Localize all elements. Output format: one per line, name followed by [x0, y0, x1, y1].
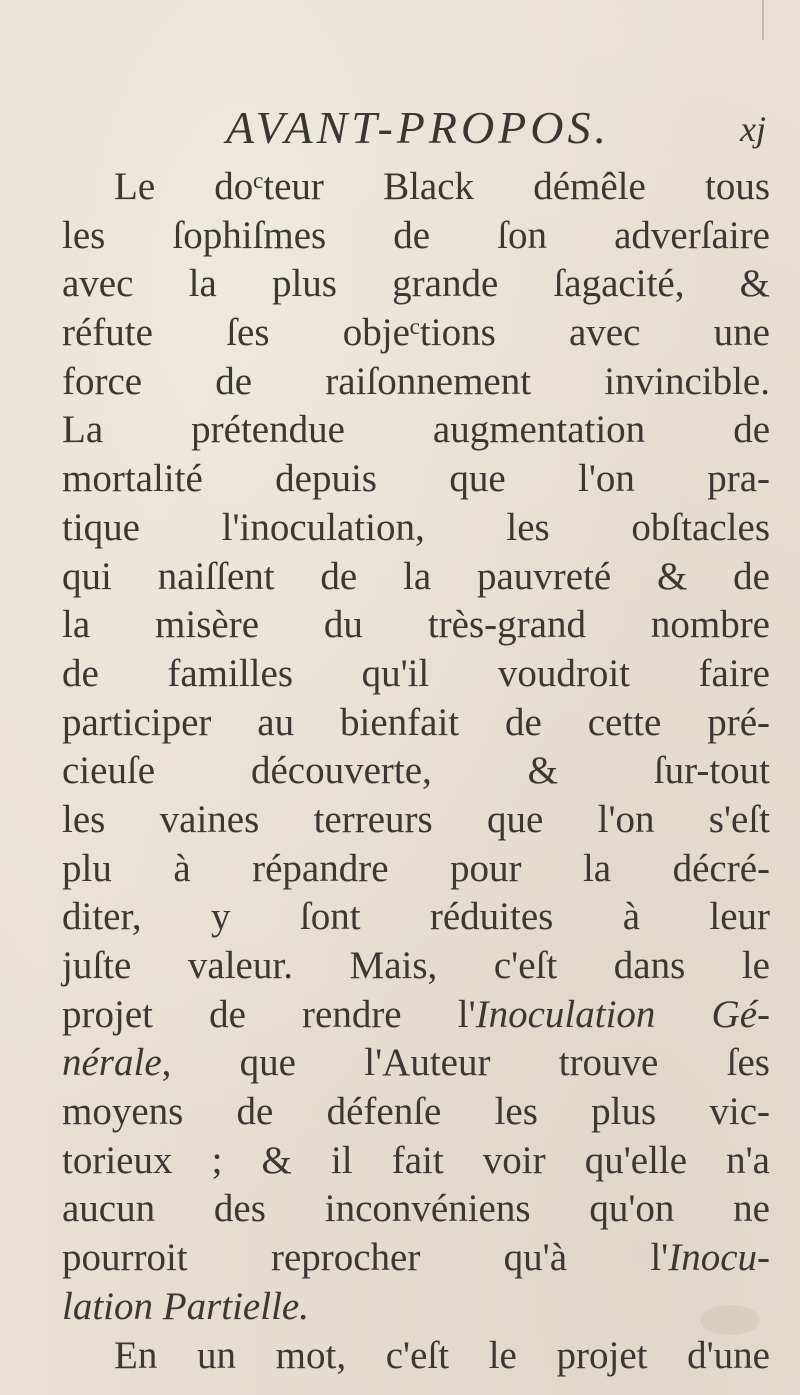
text-segment: , que l'Auteur trouve ſes [161, 1041, 770, 1085]
text-line [62, 1039, 770, 1088]
text-line: diter, y ſont réduites à leur [62, 895, 770, 939]
text-line: cieuſe découverte, & ſur-tout [62, 749, 770, 793]
text-line [62, 1234, 770, 1283]
italic-term: nérale [62, 1041, 162, 1085]
text-line: lation Partielle. [62, 1284, 309, 1328]
text-line: aucun des inconvéniens qu'on ne [62, 1187, 770, 1231]
paper-stain [700, 1305, 760, 1335]
text-line: La prétendue augmentation de [62, 408, 770, 452]
text-line: tique l'inoculation, les obſtacles [62, 505, 770, 549]
text-line: avec la plus grande ſagacité, & [62, 262, 770, 306]
text-segment: pourroit reprocher qu'à l' [62, 1236, 669, 1280]
text-line: la misère du très-grand nombre [62, 603, 770, 647]
text-line: participer au bienfait de cette pré- [62, 700, 770, 744]
page-header [226, 100, 766, 160]
text-line: torieux ; & il fait voir qu'elle n'a [62, 1138, 770, 1182]
text-line: les ſophiſmes de ſon adverſaire [62, 213, 770, 257]
text-line: qui naiſſent de la pauvreté & de [62, 554, 770, 598]
text-line [62, 991, 770, 1040]
text-line: force de raiſonnement invincible. [62, 359, 770, 403]
page-edge-mark [762, 0, 764, 40]
text-line: moyens de défenſe les plus vic- [62, 1090, 770, 1134]
page-number: xj [740, 109, 766, 149]
text-line: Le doᶜteur Black démêle tous [114, 165, 770, 208]
text-line: En un mot, c'eſt le projet d'une [114, 1333, 770, 1377]
running-head: AVANT-PROPOS. [226, 102, 610, 153]
text-line: mortalité depuis que l'on pra- [62, 457, 770, 501]
text-line: plu à répandre pour la décré- [62, 846, 770, 890]
italic-term: Inoculation Gé- [475, 992, 770, 1036]
text-line: réfute ſes objeᶜtions avec une [62, 311, 770, 355]
text-line: juſte valeur. Mais, c'eſt dans le [62, 944, 770, 987]
text-line: les vaines terreurs que l'on s'eſt [62, 797, 770, 841]
body-text [62, 163, 770, 1380]
text-line: de familles qu'il voudroit faire [62, 651, 770, 695]
text-segment: projet de rendre l' [62, 992, 476, 1036]
italic-term: Inocu- [668, 1236, 770, 1280]
